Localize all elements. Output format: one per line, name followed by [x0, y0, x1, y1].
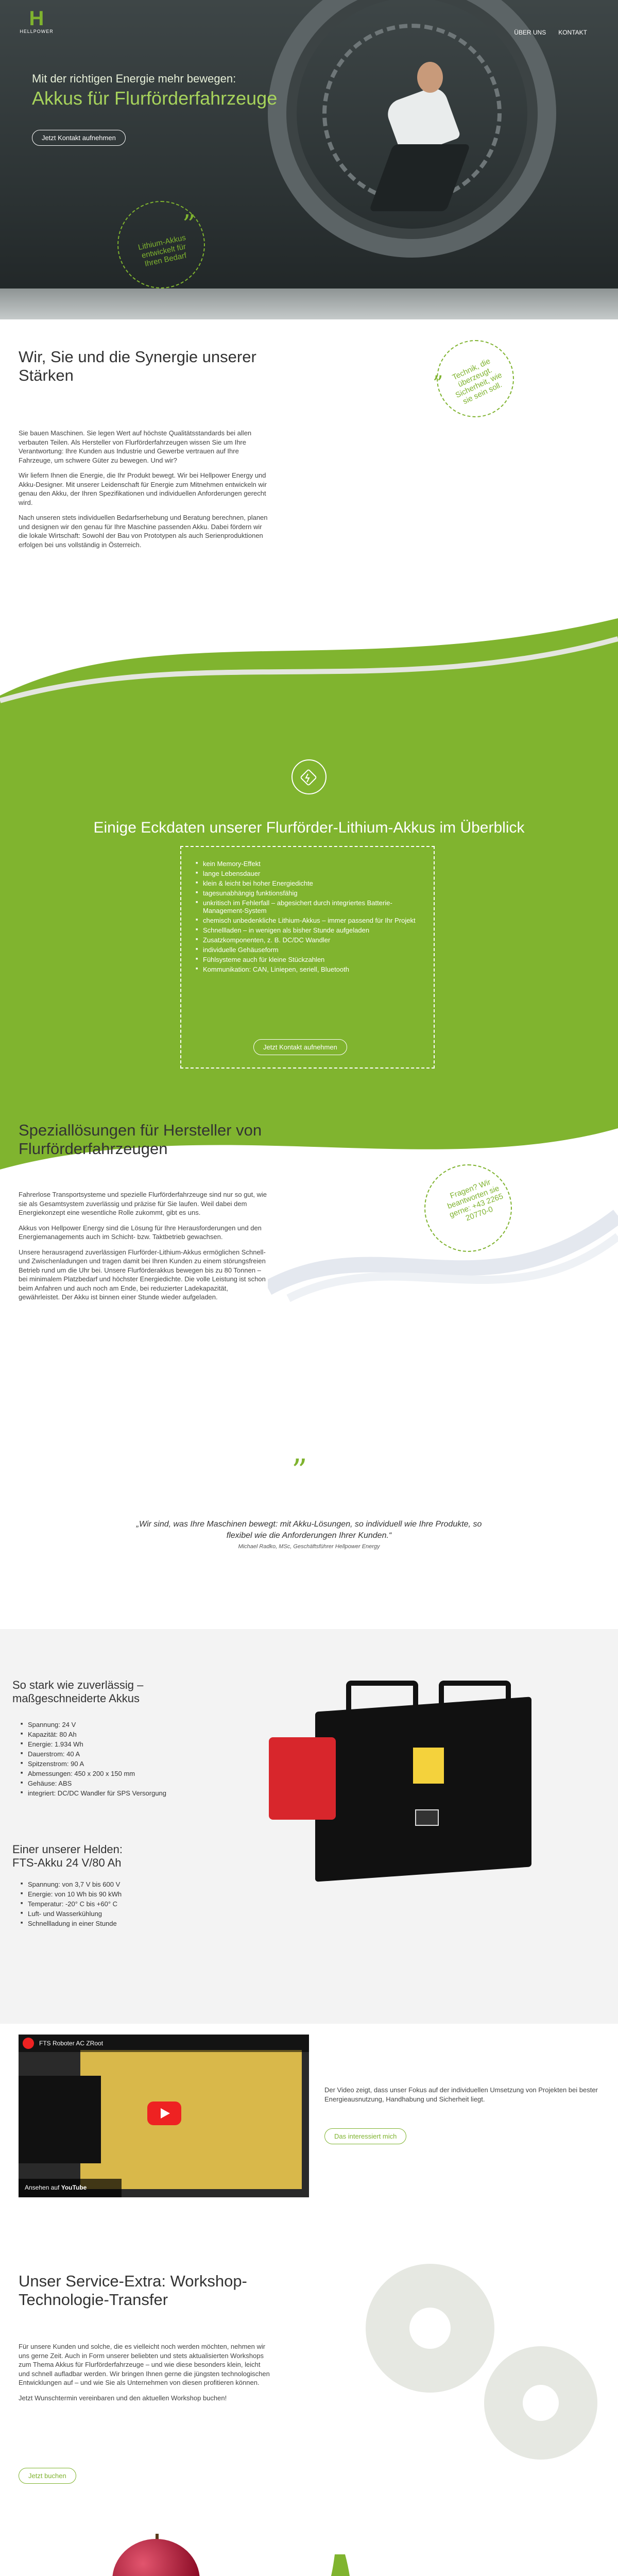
- list-item: ■ integriert: DC/DC Wandler für SPS Versorgung: [21, 1789, 166, 1797]
- list-item: ■ chemisch unbedenkliche Lithium-Akkus – immer passend für Ihr Projekt: [196, 917, 419, 924]
- keydata-title: Einige Eckdaten unserer Flurförder-Lithium-Akkus im Überblick: [93, 819, 525, 836]
- strengths-paragraph: Wir liefern Ihnen die Energie, die Ihr Produkt bewegt. Wir bei Hellpower Energy und Akku-Designer. Mit unserer Leidenschaft für Energie zum Mitnehmen entwickeln wir genau den Akku, der Ihren Spezifikationen und individuellen Anforderungen gerecht wird.: [19, 471, 267, 506]
- logo-text: HELLPOWER: [20, 29, 54, 34]
- hero-product-heading: [12, 1843, 123, 1870]
- hero-intro: [32, 72, 277, 146]
- keydata-section: [0, 732, 618, 1092]
- video-text: Der Video zeigt, dass unser Fokus auf der individuellen Umsetzung von Projekten bei bester Energieausnutzung, Handhabung und Sicherheit liegt.: [324, 2086, 598, 2104]
- hero-product-list: [21, 1880, 122, 1929]
- strengths-section: [0, 319, 618, 732]
- hero-title: Akkus für Flurförderfahrzeuge: [32, 88, 278, 109]
- logo[interactable]: [19, 8, 55, 34]
- green-swoosh: [0, 2534, 618, 2576]
- quote-text: „Wir sind, was Ihre Maschinen bewegt: mit Akku-Lösungen, so individuell wie Ihre Produkte, so flexibel wie die Anforderungen Ihrer Kunden.“: [136, 1520, 482, 1540]
- logo-icon: H: [29, 7, 44, 30]
- quote-icon: ”: [182, 209, 196, 239]
- list-item: ■ Energie: 1.934 Wh: [21, 1740, 166, 1748]
- hero-badge: [117, 201, 205, 289]
- keydata-list: [196, 860, 419, 973]
- special-title: Speziallösungen für Hersteller von Flurförderfahrzeugen: [19, 1121, 262, 1158]
- product-spec-list: [21, 1721, 166, 1799]
- service-paragraph: Jetzt Wunschtermin vereinbaren und den aktuellen Workshop buchen!: [19, 2394, 227, 2402]
- product-heading: So stark wie zuverlässig – maßgeschneiderte Akkus: [12, 1679, 144, 1705]
- list-item: ■ Spannung: 24 V: [21, 1721, 166, 1728]
- quote-section: [0, 1518, 618, 1629]
- play-icon[interactable]: [147, 2102, 181, 2125]
- hero-product-heading-line2: FTS-Akku 24 V/80 Ah: [12, 1856, 122, 1869]
- special-paragraph: Fahrerlose Transportsysteme und spezielle Flurförderfahrzeuge sind nur so gut, wie sie als Gesamtsystem zuverlässig und präzise für Sie laufen. Weil dabei dem Energiekonzept eine wesentliche Rolle zukommt, gibt es uns.: [19, 1191, 267, 1217]
- service-section: [0, 2243, 618, 2534]
- list-item: ■ Dauerstrom: 40 A: [21, 1750, 166, 1758]
- video-section: [0, 2024, 618, 2243]
- quote-author: Michael Radko, MSc, Geschäftsführer Hellpower Energy: [238, 1544, 380, 1550]
- gear-icon: [366, 2264, 494, 2393]
- strengths-paragraph: Sie bauen Maschinen. Sie legen Wert auf höchste Qualitätsstandards bei allen verbauten Teilen. Als Hersteller von Flurförderfahrzeugen wissen Sie um Ihre Verantwortung: Ihre Kunden aus Industrie und Gewerbe vertrauen auf Ihre Fahrzeuge, um schwere Güter zu bewegen. Und wir?: [19, 429, 252, 464]
- book-button[interactable]: Jetzt buchen: [19, 2468, 76, 2484]
- watch-on-youtube[interactable]: [19, 2179, 122, 2197]
- list-item: ■ Kommunikation: CAN, Liniepen, seriell, Bluetooth: [196, 965, 419, 973]
- list-item: ■ individuelle Gehäuseform: [196, 946, 419, 954]
- list-item: ■ Schnellladen – in wenigen als bisher Stunde aufgeladen: [196, 926, 419, 934]
- list-item: ■ Fühlsysteme auch für kleine Stückzahlen: [196, 956, 419, 963]
- video-title: FTS Roboter AC ZRoot: [19, 2035, 309, 2052]
- hero-badge-text: Lithium-Akkus entwickelt für Ihren Bedarf: [137, 233, 187, 269]
- strengths-text: [19, 429, 271, 556]
- quote-icon: ”: [291, 1453, 307, 1489]
- service-text: [19, 2342, 271, 2409]
- list-item: ■ Abmessungen: 450 x 200 x 150 mm: [21, 1770, 166, 1777]
- green-wave-top: [0, 598, 618, 732]
- product-section: [0, 1629, 618, 2024]
- battery-product-image: [269, 1681, 537, 1876]
- service-title: Unser Service-Extra: Workshop-Technologie-Transfer: [19, 2272, 247, 2309]
- list-item: ■ Zusatzkomponenten, z. B. DC/DC Wandler: [196, 936, 419, 944]
- ant-section: [0, 2534, 618, 2576]
- hero-section: [0, 0, 618, 319]
- list-item: ■ Spannung: von 3,7 V bis 600 V: [21, 1880, 122, 1888]
- channel-avatar[interactable]: [23, 2038, 34, 2049]
- special-paragraph: Unsere herausragend zuverlässigen Flurförder-Lithium-Akkus ermöglichen Schnell- und Zwischenladungen und tragen damit bei Ihren Kunden zu einem störungsfreien Betrieb rund um die Uhr bei. Unsere Flurförderakkus bewegen bis zu 80 Tonnen – bei minimalem Platzbedarf und höchster Energiedichte. Die volle Leistung ist schon beim Anfahren und auch noch am Ende, bei reduzierter Ladekapazität, gewährleistet. Der Akku ist binnen einer Stunde wieder aufgeladen.: [19, 1248, 266, 1301]
- list-item: ■ lange Lebensdauer: [196, 870, 419, 877]
- special-text: [19, 1190, 269, 1308]
- list-item: ■ Luft- und Wasserkühlung: [21, 1910, 122, 1918]
- watch-on-label: Ansehen auf: [25, 2184, 60, 2191]
- quote-icon: ”: [433, 372, 443, 396]
- special-section: [0, 1092, 618, 1518]
- keydata-box: [180, 846, 435, 1069]
- strengths-title: Wir, Sie und die Synergie unserer Stärken: [19, 348, 256, 384]
- runner-image: [360, 62, 474, 227]
- keydata-contact-button[interactable]: Jetzt Kontakt aufnehmen: [253, 1039, 347, 1055]
- top-nav: [514, 29, 587, 36]
- hero-product-heading-line1: Einer unserer Helden:: [12, 1843, 123, 1856]
- list-item: ■ klein & leicht bei hoher Energiedichte: [196, 879, 419, 887]
- strengths-paragraph: Nach unseren stets individuellen Bedarfserhebung und Beratung berechnen, planen und designen wir den genau für Ihre Maschine passenden Akku. Dabei fördern wir die lokale Wirtschaft: Sowohl der Bau von Prototypen als auch Serienproduktionen erfolgen bei uns vollständig in Österreich.: [19, 514, 268, 549]
- contact-badge-text: Fragen? Wir beantworten sie gerne: +43 2265 20770-0: [446, 1177, 505, 1223]
- list-item: ■ unkritisch im Fehlerfall – abgesichert durch integriertes Batterie-Management-System: [196, 899, 419, 914]
- list-item: ■ tagesunabhängig funktionsfähig: [196, 889, 419, 897]
- list-item: ■ Kapazität: 80 Ah: [21, 1731, 166, 1738]
- contact-badge[interactable]: [424, 1164, 512, 1252]
- hero-contact-button[interactable]: Jetzt Kontakt aufnehmen: [32, 130, 126, 146]
- gear-icon: [484, 2346, 597, 2460]
- list-item: ■ Gehäuse: ABS: [21, 1780, 166, 1787]
- nav-item-contact[interactable]: KONTAKT: [558, 29, 587, 36]
- special-paragraph: Akkus von Hellpower Energy sind die Lösung für Ihre Herausforderungen und den Energiemanagements auch im Schicht- bzw. Taktbetrieb gewachsen.: [19, 1224, 262, 1241]
- list-item: ■ Temperatur: -20° C bis +60° C: [21, 1900, 122, 1908]
- nav-item-about[interactable]: ÜBER UNS: [514, 29, 546, 36]
- list-item: ■ Spitzenstrom: 90 A: [21, 1760, 166, 1768]
- battery-icon: [291, 759, 327, 794]
- list-item: ■ Schnellladung in einer Stunde: [21, 1920, 122, 1927]
- service-paragraph: Für unsere Kunden und solche, die es vielleicht noch werden möchten, nehmen wir uns gerne Zeit. Auch in Form unserer beliebten und stets aktualisierten Workshops zum Thema Akkus für Flurförderfahrzeuge – und wie diese besonders klein, leicht und schnell aufladbar werden. Wir bringen Ihnen gerne die jüngsten technologischen Entwicklungen auf – und wie Sie als Unternehmen von diesen profitieren können.: [19, 2343, 270, 2387]
- strengths-badge-text: Technik, die überzeugt. Sicherheit, wie sie sein soll.: [451, 357, 504, 406]
- interest-button[interactable]: Das interessiert mich: [324, 2128, 406, 2144]
- youtube-label: YouTube: [61, 2184, 87, 2191]
- hero-subtitle: Mit der richtigen Energie mehr bewegen:: [32, 72, 236, 85]
- list-item: ■ Energie: von 10 Wh bis 90 kWh: [21, 1890, 122, 1898]
- strengths-badge: [433, 340, 514, 417]
- list-item: ■ kein Memory-Effekt: [196, 860, 419, 868]
- floor: [0, 289, 618, 319]
- video-player[interactable]: [19, 2035, 309, 2197]
